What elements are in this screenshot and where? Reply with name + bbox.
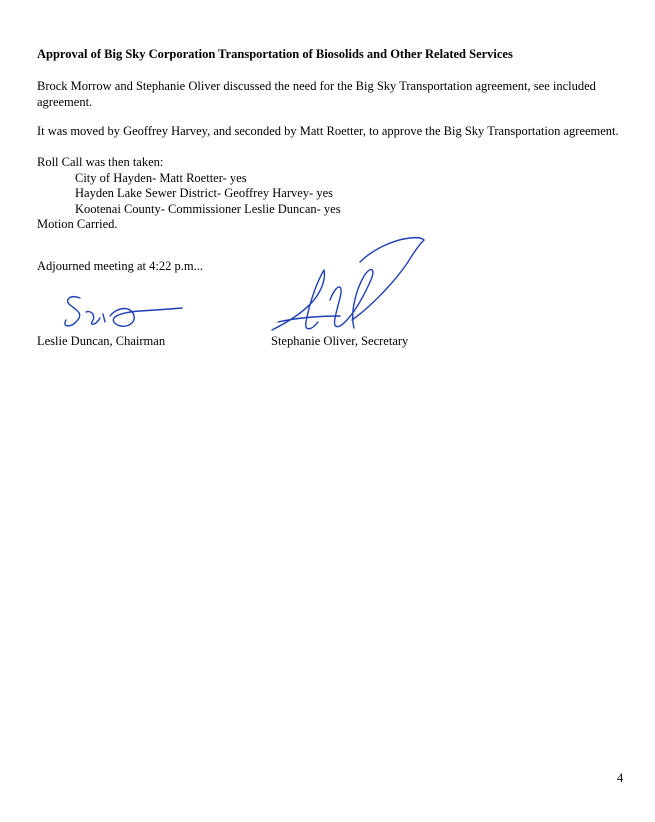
roll-call-vote: Hayden Lake Sewer District- Geoffrey Harvey- yes [75, 186, 333, 200]
roll-call-vote: City of Hayden- Matt Roetter- yes [75, 170, 247, 185]
page-number: 4 [617, 771, 624, 785]
chairman-signature-line: Leslie Duncan, Chairman [37, 334, 166, 348]
section-heading: Approval of Big Sky Corporation Transportation of Biosolids and Other Related Services [37, 47, 513, 61]
chairman-signature [65, 297, 182, 327]
motion-result: Motion Carried. [37, 217, 118, 231]
secretary-signature-line: Stephanie Oliver, Secretary [271, 334, 409, 348]
roll-call-vote: Kootenai County- Commissioner Leslie Duncan- yes [75, 201, 341, 216]
adjournment-line: Adjourned meeting at 4:22 p.m... [37, 259, 203, 273]
discussion-paragraph: Brock Morrow and Stephanie Oliver discussed the need for the Big Sky Transportation agreement, see included agreement. [37, 79, 596, 109]
secretary-signature [272, 238, 424, 330]
motion-paragraph: It was moved by Geoffrey Harvey, and seconded by Matt Roetter, to approve the Big Sky Transportation agreement. [37, 124, 619, 138]
roll-call-label: Roll Call was then taken: [37, 155, 164, 169]
